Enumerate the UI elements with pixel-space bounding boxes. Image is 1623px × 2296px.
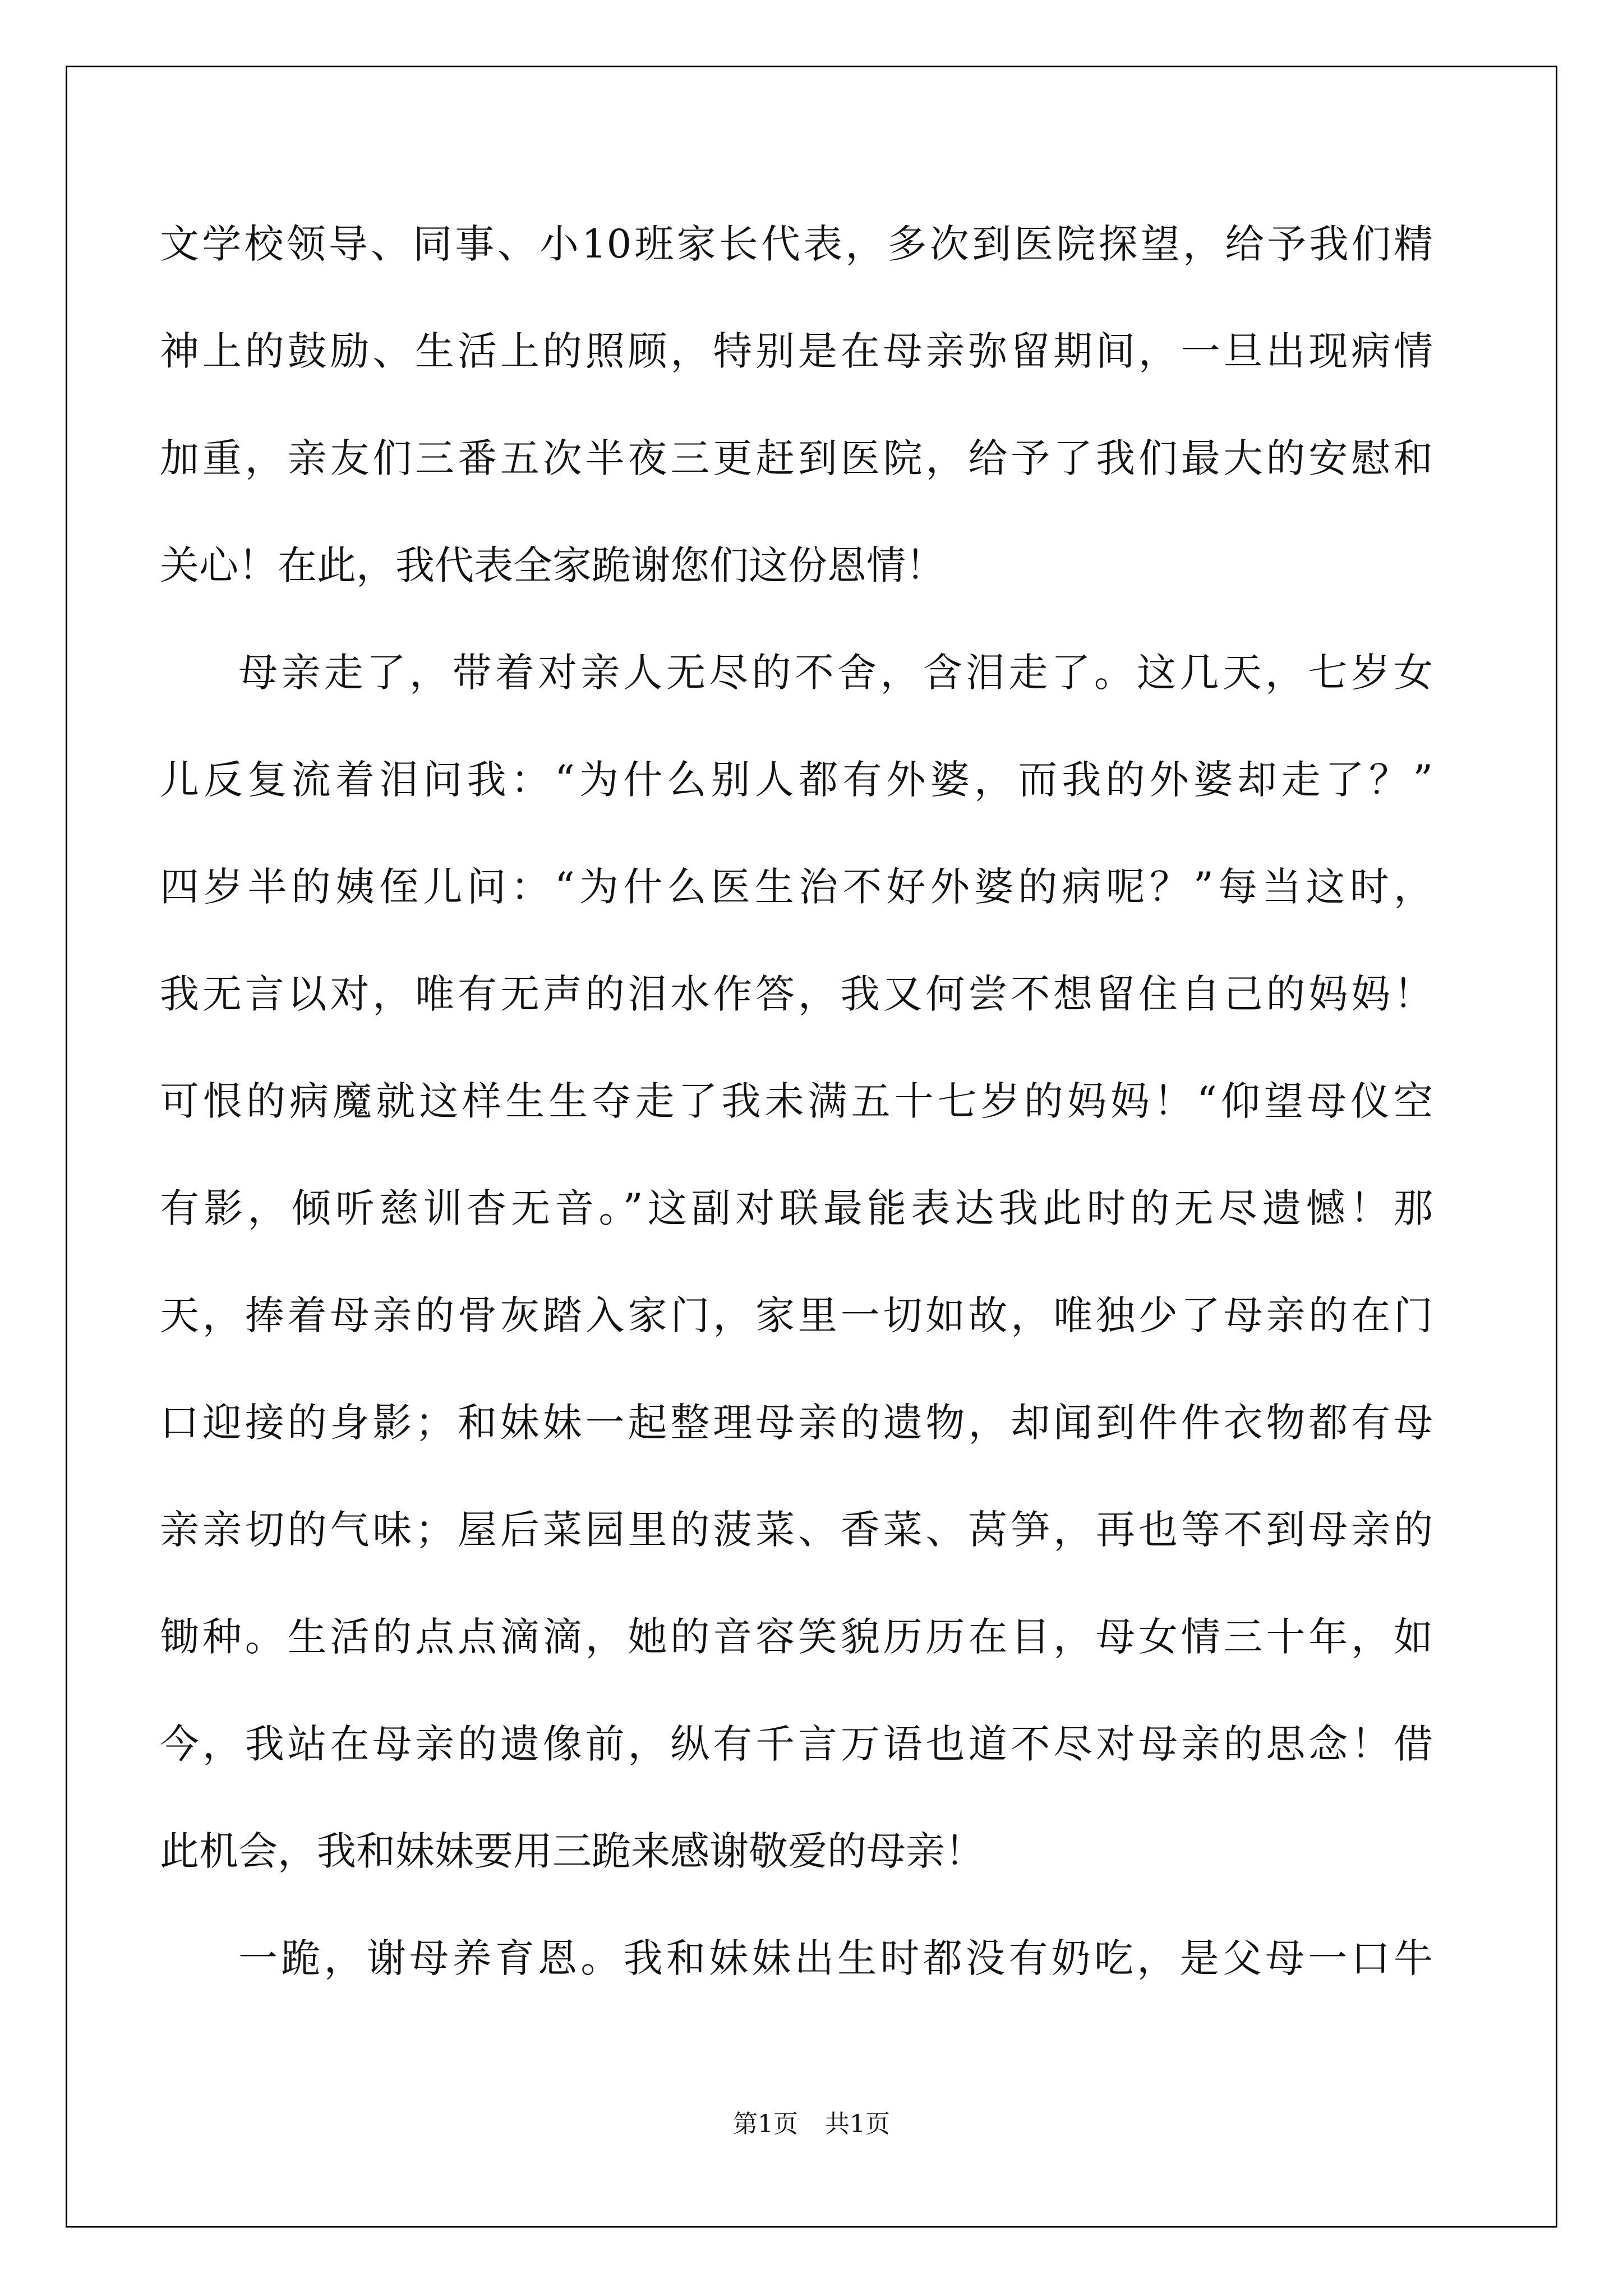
page-number-total: 共1页 <box>825 2110 890 2138</box>
page-number-current: 第1页 <box>733 2110 798 2138</box>
text-line: 锄种。生活的点点滴滴，她的音容笑貌历历在目，母女情三十年，如 <box>160 1614 1433 1660</box>
text-line: 关心！在此，我代表全家跪谢您们这份恩情！ <box>160 542 945 588</box>
text-line: 文学校领导、同事、小10班家长代表，多次到医院探望，给予我们精 <box>160 221 1433 267</box>
text-line: 我无言以对，唯有无声的泪水作答，我又何尝不想留住自己的妈妈！ <box>160 971 1433 1017</box>
text-line: 母亲走了，带着对亲人无尽的不舍，含泪走了。这几天，七岁女 <box>238 650 1433 696</box>
text-line: 可恨的病魔就这样生生夺走了我未满五十七岁的妈妈！“仰望母仪空 <box>160 1078 1433 1124</box>
document-body <box>160 191 1433 2012</box>
text-line: 亲亲切的气味；屋后菜园里的菠菜、香菜、莴笋，再也等不到母亲的 <box>160 1507 1433 1553</box>
page-footer <box>0 2104 1623 2139</box>
text-line: 神上的鼓励、生活上的照顾，特别是在母亲弥留期间，一旦出现病情 <box>160 328 1433 374</box>
text-line: 儿反复流着泪问我：“为什么别人都有外婆，而我的外婆却走了？” <box>160 757 1433 803</box>
text-line: 天，捧着母亲的骨灰踏入家门，家里一切如故，唯独少了母亲的在门 <box>160 1292 1433 1338</box>
text-line: 此机会，我和妹妹要用三跪来感谢敬爱的母亲！ <box>160 1828 984 1874</box>
text-line: 一跪，谢母养育恩。我和妹妹出生时都没有奶吃，是父母一口牛 <box>238 1935 1433 1981</box>
text-line: 加重，亲友们三番五次半夜三更赶到医院，给予了我们最大的安慰和 <box>160 435 1433 481</box>
text-line: 四岁半的姨侄儿问：“为什么医生治不好外婆的病呢？”每当这时， <box>160 864 1433 910</box>
text-line: 有影，倾听慈训杳无音。”这副对联最能表达我此时的无尽遗憾！那 <box>160 1185 1433 1231</box>
text-line: 今，我站在母亲的遗像前，纵有千言万语也道不尽对母亲的思念！借 <box>160 1721 1433 1767</box>
text-line: 口迎接的身影；和妹妹一起整理母亲的遗物，却闻到件件衣物都有母 <box>160 1400 1433 1446</box>
